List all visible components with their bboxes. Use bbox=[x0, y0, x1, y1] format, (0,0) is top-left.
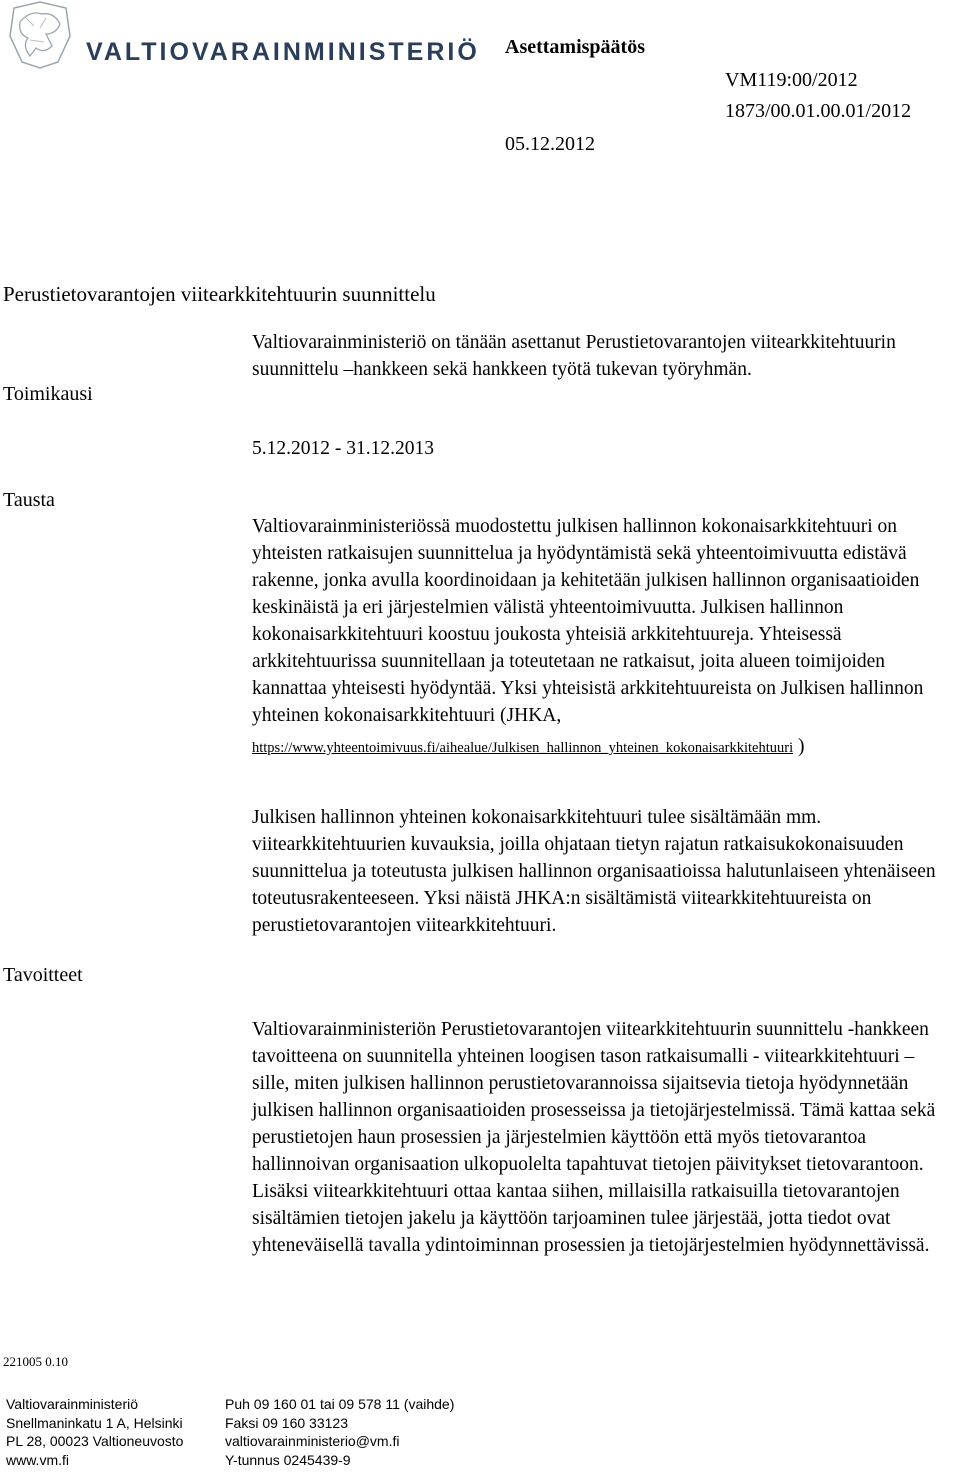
tausta-text: Valtiovarainministeriössä muodostettu julkisen hallinnon kokonaisarkkitehtuuri on yhteisten ratkaisujen suunnittelua ja hyödyntämistä sekä yhteentoimivuutta edistävä rakenne, jonka avulla koordinoidaan ja kehitetään julkisen hallinnon organisaatioiden keskinäistä ja eri järjestelmien välistä yhteentoimivuutta. Julkisen hallinnon kokonaisarkkitehtuuri koostuu joukosta yhteisiä arkkitehtuureja. Yhteisessä arkkitehtuurissa suunnitellaan ja toteutetaan ne ratkaisut, joita alueen toimijoiden kannattaa yhteisesti hyödyntää. Yksi yhteisistä arkkitehtuureista on Julkisen hallinnon yhteinen kokonaisarkkitehtuuri (JHKA, bbox=[252, 516, 924, 726]
tausta-link-line bbox=[252, 733, 942, 762]
footer-org: Valtiovarainministeriö bbox=[6, 1396, 139, 1412]
footer-phone: Puh 09 160 01 tai 09 578 11 (vaihde) bbox=[225, 1396, 455, 1412]
tausta-label: Tausta bbox=[3, 489, 55, 511]
intro-paragraph bbox=[252, 329, 942, 383]
tausta-paragraph-2 bbox=[252, 804, 942, 939]
tavoitteet-label: Tavoitteet bbox=[3, 964, 83, 986]
footer-fax: Faksi 09 160 33123 bbox=[225, 1414, 348, 1431]
footer-business-id: Y-tunnus 0245439-9 bbox=[225, 1451, 351, 1468]
page-title: Perustietovarantojen viitearkkitehtuurin suunnittelu bbox=[3, 282, 436, 306]
footer-street: Snellmaninkatu 1 A, Helsinki bbox=[6, 1414, 183, 1431]
footer-pobox: PL 28, 00023 Valtioneuvosto bbox=[6, 1433, 184, 1449]
reference-number: VM119:00/2012 bbox=[725, 69, 858, 91]
ministry-logo bbox=[0, 0, 480, 70]
footer-email[interactable]: valtiovarainministerio@vm.fi bbox=[225, 1433, 400, 1449]
logo-text: VALTIOVARAINMINISTERIÖ bbox=[86, 38, 480, 66]
document-code: 221005 0.10 bbox=[3, 1354, 68, 1369]
tausta-paragraph bbox=[252, 513, 942, 762]
footer-address bbox=[6, 1395, 183, 1469]
toimikausi-value: 5.12.2012 - 31.12.2013 bbox=[252, 438, 434, 459]
tausta-text-2: Julkisen hallinnon yhteinen kokonaisarkkitehtuuri tulee sisältämään mm. viitearkkitehtuurien kuvauksia, joilla ohjataan tietyn rajatun ratkaisukokonaisuuden suunnittelua ja toteutusta julkisen hallinnon organisaatioissa halutunlaiseen yhtenäiseen toteutusrakenteeseen. Yksi näistä JHKA:n sisältämistä viitearkkitehtuureista on perustietovarantojen viitearkkitehtuuri. bbox=[252, 807, 936, 936]
jhka-link[interactable]: https://www.yhteentoimivuus.fi/aihealue/Julkisen_hallinnon_yhteinen_kokonaisarkkitehtuuri bbox=[252, 740, 794, 756]
tavoitteet-text: Valtiovarainministeriön Perustietovarantojen viitearkkitehtuurin suunnittelu -hankkeen tavoitteena on suunnitella yhteinen loogisen tason ratkaisumalli - viitearkkitehtuuri – sille, miten julkisen hallinnon perustietovarannoissa sijaitsevia tietoja hyödynnetään julkisen hallinnon organisaatioiden prosesseissa ja tietojärjestelmissä. Tämä kattaa sekä perustietojen haun prosessien ja järjestelmien käyttöön että myös tietovarantoa hallinnoivan organisaation ulkopuolelta tapahtuvat tietojen päivitykset tietovarantoon. Lisäksi viitearkkitehtuuri ottaa kantaa siihen, millaisilla ratkaisuilla tietovarantojen sisältämien tietojen jakelu ja käyttöön tarjoaminen tulee järjestää, jotta tiedot ovat yhteneväisellä tavalla ydintoiminnan prosessien ja tietojärjestelmien hyödynnettävissä. bbox=[252, 1019, 936, 1256]
toimikausi-label: Toimikausi bbox=[3, 383, 93, 405]
footer-contact bbox=[225, 1395, 454, 1469]
document-date: 05.12.2012 bbox=[505, 133, 595, 155]
archive-number: 1873/00.01.00.01/2012 bbox=[725, 100, 912, 122]
tavoitteet-paragraph bbox=[252, 1016, 942, 1259]
link-close-paren: ) bbox=[797, 736, 805, 757]
document-type: Asettamispäätös bbox=[505, 36, 645, 58]
intro-text: Valtiovarainministeriö on tänään asettanut Perustietovarantojen viitearkkitehtuurin suunnittelu –hankkeen sekä hankkeen työtä tukevan työryhmän. bbox=[252, 332, 896, 380]
footer-website[interactable]: www.vm.fi bbox=[6, 1451, 69, 1468]
